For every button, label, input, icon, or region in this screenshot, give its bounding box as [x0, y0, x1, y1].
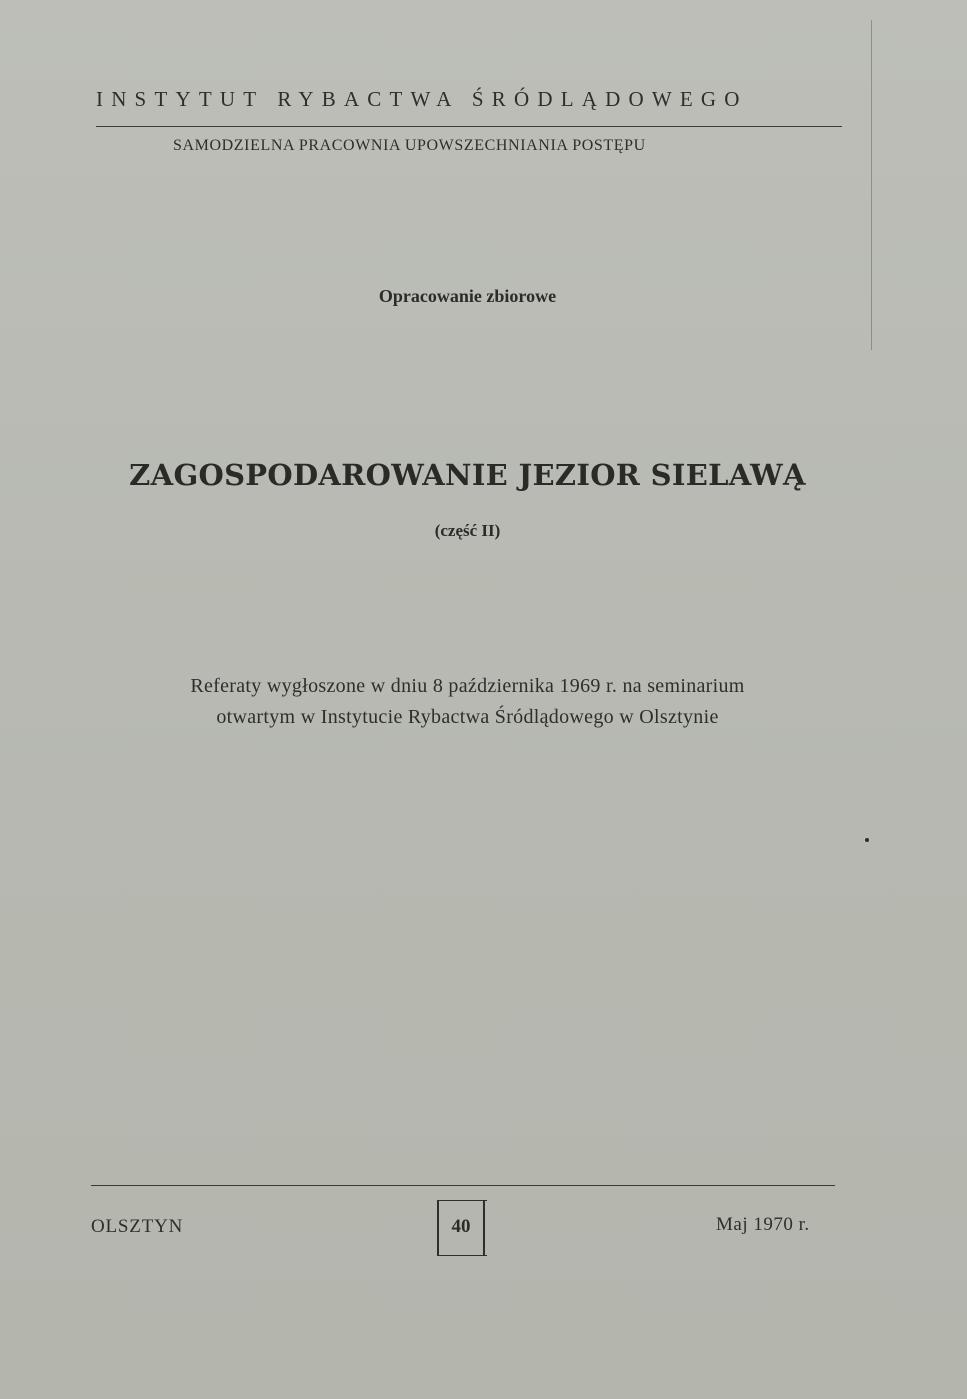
- collective-work-label: Opracowanie zbiorowe: [378, 286, 557, 306]
- publication-date: Maj 1970 r.: [716, 1214, 810, 1235]
- document-part: (część II): [434, 521, 501, 540]
- institute-name: INSTYTUT RYBACTWA ŚRÓDLĄDOWEGO: [96, 87, 748, 111]
- footer-rule: [91, 1185, 835, 1186]
- document-title: ZAGOSPODAROWANIE JEZIOR SIELAWĄ: [129, 458, 806, 492]
- publication-city: OLSZTYN: [91, 1216, 184, 1237]
- header-rule: [96, 126, 842, 127]
- paper-speck: [865, 838, 869, 842]
- description-line-1: Referaty wygłoszone w dniu 8 października 1969 r. na seminarium: [190, 675, 745, 697]
- description-line-2: otwartym w Instytucie Rybactwa Śródlądowego w Olsztynie: [216, 706, 719, 728]
- issue-number-box: [437, 1200, 485, 1256]
- workshop-name: SAMODZIELNA PRACOWNIA UPOWSZECHNIANIA POSTĘPU: [173, 137, 646, 154]
- issue-number: 40: [451, 1216, 471, 1237]
- document-description: [0, 671, 935, 733]
